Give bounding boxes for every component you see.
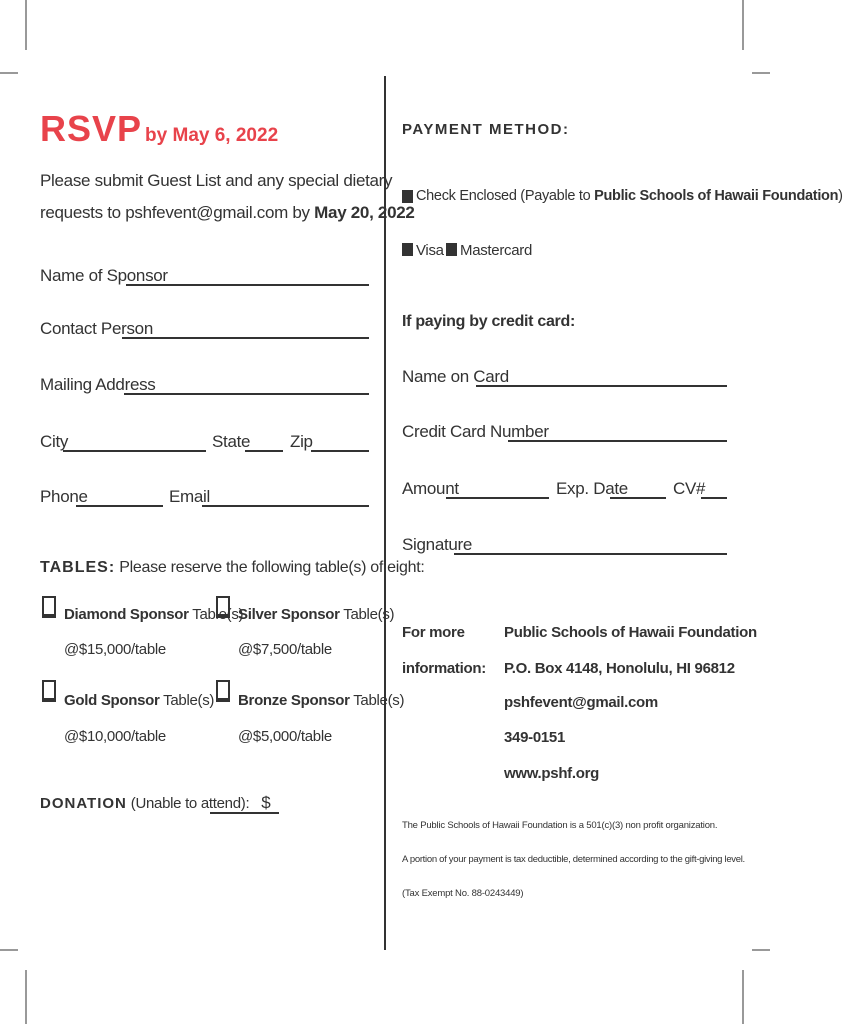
check-payee: Public Schools of Hawaii Foundation bbox=[594, 188, 839, 204]
name-on-card-label: Name on Card bbox=[402, 367, 509, 386]
donation-currency: $ bbox=[261, 793, 271, 812]
rsvp-deadline: by May 6, 2022 bbox=[145, 125, 279, 146]
crop-mark bbox=[742, 970, 744, 1024]
info-phone: 349-0151 bbox=[504, 729, 565, 746]
cv-field[interactable] bbox=[701, 497, 727, 499]
tables-heading bbox=[40, 559, 424, 577]
info-address: P.O. Box 4148, Honolulu, HI 96812 bbox=[504, 660, 735, 677]
crop-mark bbox=[25, 970, 27, 1024]
donation-text: (Unable to attend): bbox=[130, 795, 250, 812]
gold-price: @$10,000/table bbox=[64, 728, 166, 745]
check-enclosed-label bbox=[416, 188, 843, 204]
instructions-text: requests to pshfevent@gmail.com by bbox=[40, 203, 315, 222]
amount-field[interactable] bbox=[446, 497, 549, 499]
check-close: ) bbox=[838, 188, 843, 204]
cv-label: CV# bbox=[673, 479, 706, 498]
visa-checkbox[interactable] bbox=[402, 243, 413, 256]
credit-card-heading: If paying by credit card: bbox=[402, 313, 575, 330]
footnote-tax-deductible: A portion of your payment is tax deductible, determined according to the gift-giving level. bbox=[402, 854, 745, 865]
mailing-address-field[interactable] bbox=[124, 393, 369, 395]
option-suffix: Table(s) bbox=[159, 692, 215, 709]
payment-heading: PAYMENT METHOD: bbox=[402, 121, 570, 138]
instructions-line2 bbox=[40, 203, 415, 223]
tables-label: TABLES: bbox=[40, 559, 116, 576]
gold-table-checkbox[interactable] bbox=[42, 680, 56, 702]
mastercard-label: Mastercard bbox=[460, 242, 533, 259]
option-suffix: Table(s) bbox=[188, 606, 244, 623]
name-on-card-field[interactable] bbox=[476, 385, 727, 387]
gold-sponsor-option bbox=[64, 692, 214, 709]
bronze-price: @$5,000/table bbox=[238, 728, 332, 745]
crop-mark bbox=[25, 0, 27, 50]
phone-label: Phone bbox=[40, 487, 88, 506]
rsvp-heading bbox=[40, 108, 278, 150]
amount-label: Amount bbox=[402, 479, 459, 498]
zip-field[interactable] bbox=[311, 450, 369, 452]
info-label-line1: For more bbox=[402, 624, 465, 641]
zip-label: Zip bbox=[290, 432, 313, 451]
bronze-sponsor-option bbox=[238, 692, 404, 709]
instructions-line1: Please submit Guest List and any special dietary bbox=[40, 171, 393, 190]
rsvp-title: RSVP bbox=[40, 108, 143, 149]
donation-row bbox=[40, 793, 270, 813]
crop-mark bbox=[0, 949, 18, 951]
bronze-table-checkbox[interactable] bbox=[216, 680, 230, 702]
email-label: Email bbox=[169, 487, 211, 506]
name-of-sponsor-label: Name of Sponsor bbox=[40, 266, 168, 285]
option-name: Silver Sponsor bbox=[238, 606, 340, 623]
state-label: State bbox=[212, 432, 251, 451]
name-of-sponsor-field[interactable] bbox=[126, 284, 369, 286]
tables-instruction: Please reserve the following table(s) of eight: bbox=[119, 559, 425, 576]
donation-label: DONATION bbox=[40, 795, 127, 812]
silver-table-checkbox[interactable] bbox=[216, 596, 230, 618]
option-suffix: Table(s) bbox=[339, 606, 395, 623]
exp-date-field[interactable] bbox=[610, 497, 666, 499]
city-field[interactable] bbox=[63, 450, 206, 452]
option-name: Bronze Sponsor bbox=[238, 692, 350, 709]
info-web-link[interactable]: www.pshf.org bbox=[504, 765, 600, 782]
info-org: Public Schools of Hawaii Foundation bbox=[504, 624, 757, 641]
phone-field[interactable] bbox=[76, 505, 163, 507]
option-name: Gold Sponsor bbox=[64, 692, 160, 709]
contact-person-label: Contact Person bbox=[40, 319, 153, 338]
info-email-link[interactable]: pshfevent@gmail.com bbox=[504, 694, 658, 711]
mastercard-checkbox[interactable] bbox=[446, 243, 457, 256]
card-number-label: Credit Card Number bbox=[402, 422, 549, 441]
crop-mark bbox=[0, 72, 18, 74]
option-suffix: Table(s) bbox=[349, 692, 405, 709]
check-checkbox[interactable] bbox=[402, 190, 413, 203]
silver-price: @$7,500/table bbox=[238, 641, 332, 658]
donation-field[interactable] bbox=[210, 812, 279, 814]
crop-mark bbox=[742, 0, 744, 50]
card-number-field[interactable] bbox=[508, 440, 727, 442]
email-field[interactable] bbox=[202, 505, 369, 507]
mailing-address-label: Mailing Address bbox=[40, 375, 156, 394]
diamond-price: @$15,000/table bbox=[64, 641, 166, 658]
info-label-line2: information: bbox=[402, 660, 486, 677]
state-field[interactable] bbox=[245, 450, 283, 452]
diamond-table-checkbox[interactable] bbox=[42, 596, 56, 618]
city-label: City bbox=[40, 432, 69, 451]
check-text: Check Enclosed (Payable to bbox=[416, 188, 595, 204]
instructions-date: May 20, 2022 bbox=[314, 203, 415, 222]
contact-person-field[interactable] bbox=[122, 337, 369, 339]
signature-field[interactable] bbox=[454, 553, 727, 555]
exp-date-label: Exp. Date bbox=[556, 479, 628, 498]
crop-mark bbox=[752, 72, 770, 74]
crop-mark bbox=[752, 949, 770, 951]
option-name: Diamond Sponsor bbox=[64, 606, 189, 623]
signature-label: Signature bbox=[402, 535, 473, 554]
footnote-nonprofit: The Public Schools of Hawaii Foundation is a 501(c)(3) non profit organization. bbox=[402, 820, 718, 831]
silver-sponsor-option bbox=[238, 606, 394, 623]
visa-label: Visa bbox=[416, 242, 444, 259]
footnote-tax-exempt: (Tax Exempt No. 88-0243449) bbox=[402, 888, 524, 899]
